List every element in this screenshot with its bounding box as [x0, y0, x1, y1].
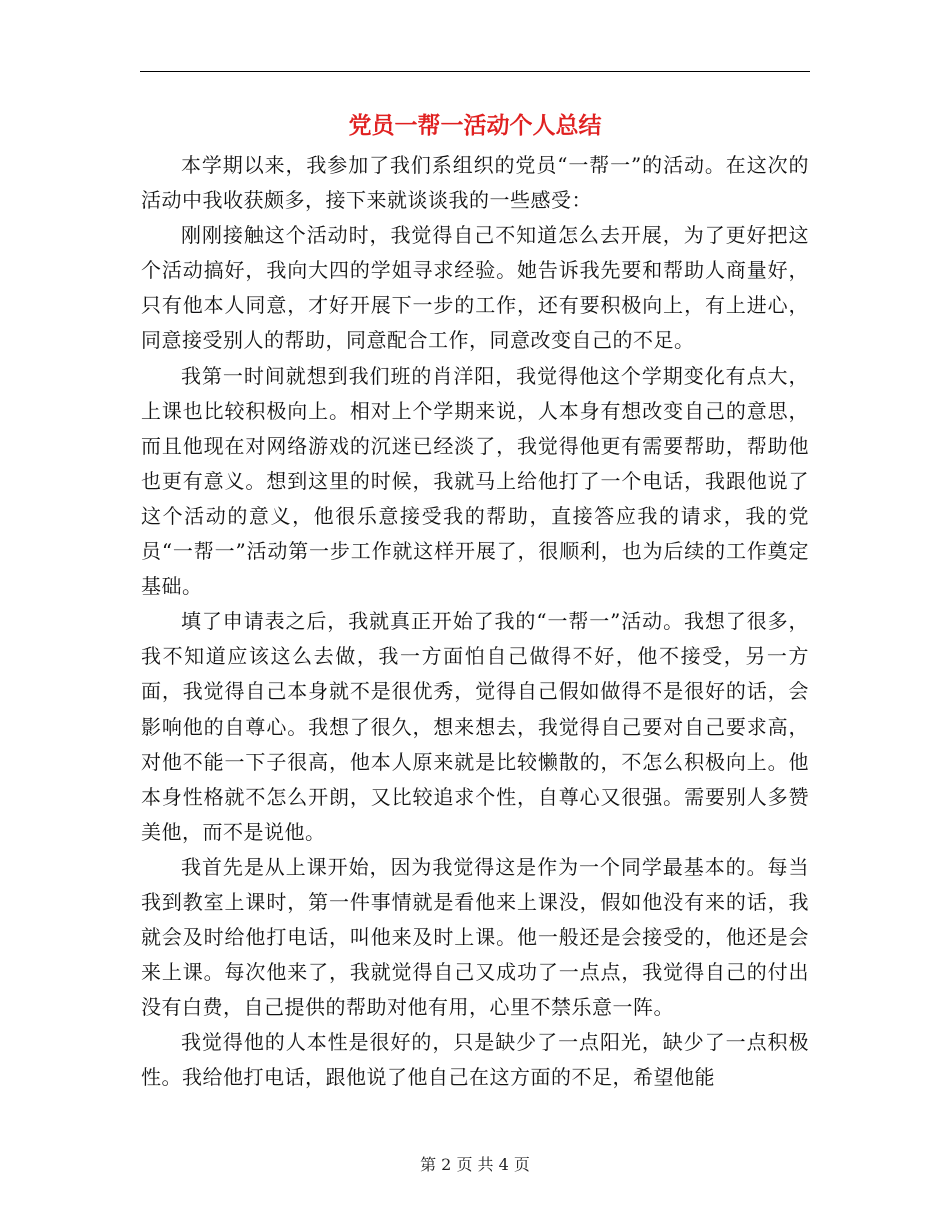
paragraph-1: 本学期以来，我参加了我们系组织的党员“一帮一”的活动。在这次的活动中我收获颇多，接下来就谈谈我的一些感受： — [141, 153, 809, 213]
header-rule — [140, 71, 810, 72]
document-title: 党员一帮一活动个人总结 — [348, 112, 602, 139]
paragraph-2: 刚刚接触这个活动时，我觉得自己不知道怎么去开展，为了更好把这个活动搞好，我向大四的学姐寻求经验。她告诉我先要和帮助人商量好，只有他本人同意，才好开展下一步的工作，还有要积极向上，有上进心，同意接受别人的帮助，同意配合工作，同意改变自己的不足。 — [141, 223, 809, 353]
document-body — [141, 148, 809, 1096]
paragraph-3: 我第一时间就想到我们班的肖洋阳，我觉得他这个学期变化有点大，上课也比较积极向上。相对上个学期来说，人本身有想改变自己的意思，而且他现在对网络游戏的沉迷已经淡了，我觉得他更有需要帮助，帮助他也更有意义。想到这里的时候，我就马上给他打了一个电话，我跟他说了这个活动的意义，他很乐意接受我的帮助，直接答应我的请求，我的党员“一帮一”活动第一步工作就这样开展了，很顺利，也为后续的工作奠定基础。 — [141, 363, 809, 599]
paragraph-6: 我觉得他的人本性是很好的，只是缺少了一点阳光，缺少了一点积极性。我给他打电话，跟他说了他自己在这方面的不足，希望他能 — [141, 1030, 809, 1090]
paragraph-4: 填了申请表之后，我就真正开始了我的“一帮一”活动。我想了很多，我不知道应该这么去做，我一方面怕自己做得不好，他不接受，另一方面，我觉得自己本身就不是很优秀，觉得自己假如做得不是很好的话，会影响他的自尊心。我想了很久，想来想去，我觉得自己要对自己要求高，对他不能一下子很高，他本人原来就是比较懒散的，不怎么积极向上。他本身性格就不怎么开朗，又比较追求个性，自尊心又很强。需要别人多赞美他，而不是说他。 — [141, 609, 809, 844]
page-number-label: 第 2 页 共 4 页 — [420, 1155, 530, 1174]
paragraph-5: 我首先是从上课开始，因为我觉得这是作为一个同学最基本的。每当我到教室上课时，第一件事情就是看他来上课没，假如他没有来的话，我就会及时给他打电话，叫他来及时上课。他一般还是会接受的，他还是会来上课。每次他来了，我就觉得自己又成功了一点点，我觉得自己的付出没有白费，自己提供的帮助对他有用，心里不禁乐意一阵。 — [141, 854, 809, 1020]
page-footer — [0, 1153, 950, 1177]
